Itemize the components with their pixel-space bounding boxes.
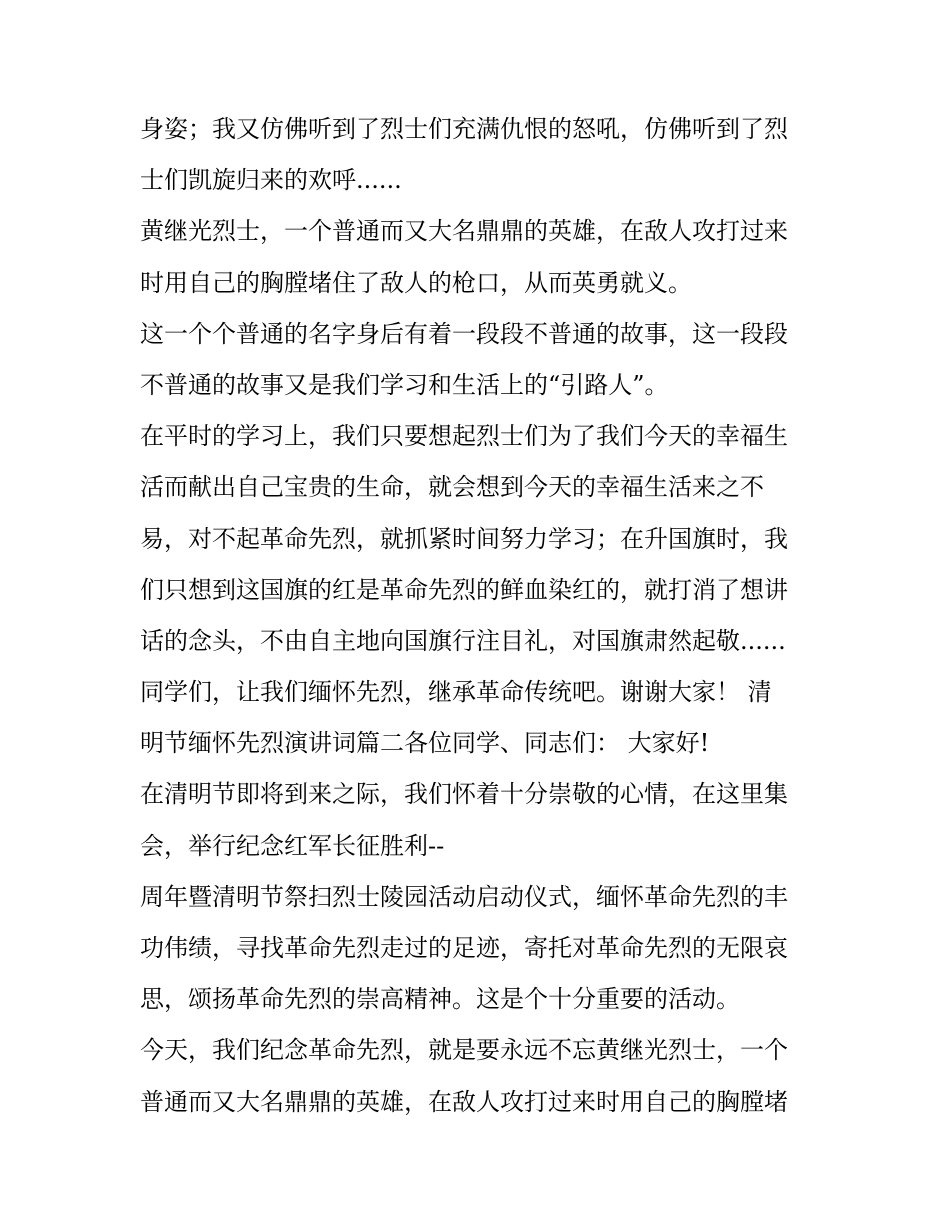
text-line: 们只想到这国旗的红是革命先烈的鲜血染红的，就打消了想讲 <box>140 575 788 604</box>
text-line: 在清明节即将到来之际，我们怀着十分崇敬的心情，在这里集 <box>140 780 788 809</box>
text-line: 功伟绩，寻找革命先烈走过的足迹，寄托对革命先烈的无限哀 <box>140 934 788 962</box>
text-line: 思，颂扬革命先烈的崇高精神。这是个十分重要的活动。 <box>140 985 740 1014</box>
text-line: 同学们，让我们缅怀先烈，继承革命传统吧。谢谢大家！ 清 <box>140 678 772 707</box>
text-line: 易，对不起革命先烈，就抓紧时间努力学习；在升国旗时，我 <box>140 524 788 553</box>
document-body <box>140 104 812 1128</box>
text-line: 这一个个普通的名字身后有着一段段不普通的故事，这一段段 <box>140 319 788 348</box>
text-line: 时用自己的胸膛堵住了敌人的枪口，从而英勇就义。 <box>140 268 692 297</box>
text-line: 今天，我们纪念革命先烈，就是要永远不忘黄继光烈士，一个 <box>140 1036 788 1065</box>
text-line: 黄继光烈士，一个普通而又大名鼎鼎的英雄，在敌人攻打过来 <box>140 217 788 246</box>
text-line: 普通而又大名鼎鼎的英雄，在敌人攻打过来时用自己的胸膛堵 <box>140 1087 788 1116</box>
text-line: 话的念头，不由自主地向国旗行注目礼，对国旗肃然起敬...... <box>140 626 786 655</box>
text-line: 士们凯旋归来的欢呼...... <box>140 166 402 195</box>
text-line: 活而献出自己宝贵的生命，就会想到今天的幸福生活来之不 <box>140 473 764 502</box>
text-line: 明节缅怀先烈演讲词篇二各位同学、同志们： 大家好! <box>140 729 710 758</box>
text-line: 不普通的故事又是我们学习和生活上的“引路人”。 <box>140 370 669 399</box>
text-line: 会，举行纪念红军长征胜利-- <box>140 831 445 860</box>
text-line: 周年暨清明节祭扫烈士陵园活动启动仪式，缅怀革命先烈的丰 <box>140 882 788 911</box>
text-line: 在平时的学习上，我们只要想起烈士们为了我们今天的幸福生 <box>140 422 788 451</box>
text-line: 身姿；我又仿佛听到了烈士们充满仇恨的怒吼，仿佛听到了烈 <box>140 115 788 143</box>
